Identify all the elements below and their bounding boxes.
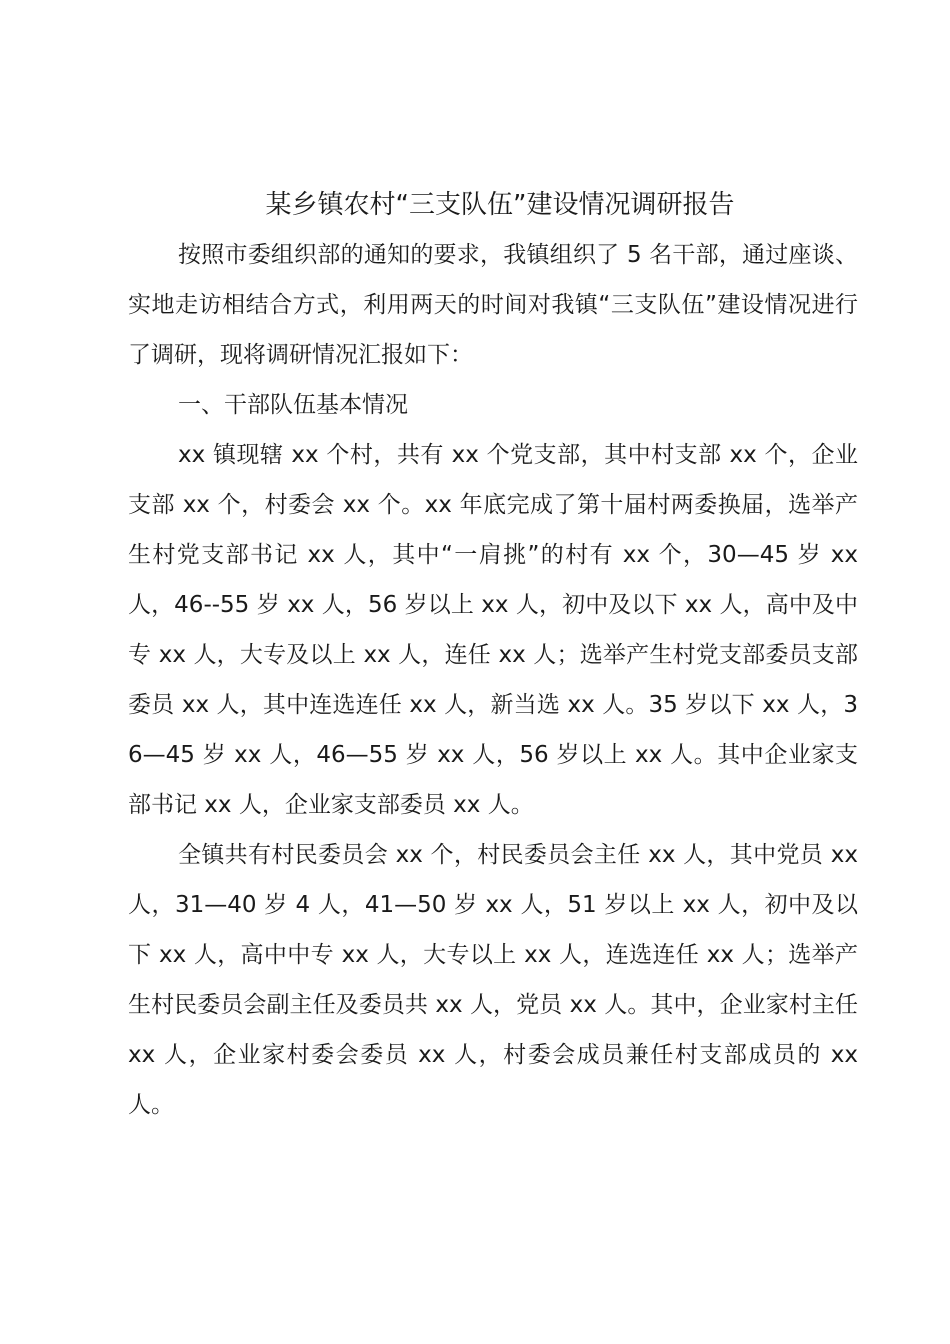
document-page	[128, 180, 858, 1130]
document-title: 某乡镇农村“三支队伍”建设情况调研报告	[265, 190, 735, 220]
body-paragraph-village-committee: 全镇共有村民委员会 xx 个，村民委员会主任 xx 人，其中党员 xx 人，31—40 岁 4 人，41—50 岁 xx 人，51 岁以上 xx 人，初中及以下 xx 人，高中中专 xx 人，大专以上 xx 人，连选连任 xx 人；选举产生村民委员会副主任及委员共 xx 人，党员 xx 人。其中，企业家村主任 xx 人，企业家村委会委员 xx 人，村委会成员兼任村支部成员的 xx 人。	[128, 842, 858, 1118]
section-heading: 一、干部队伍基本情况	[178, 392, 408, 418]
body-paragraph-party-branch: xx 镇现辖 xx 个村，共有 xx 个党支部，其中村支部 xx 个，企业支部 xx 个，村委会 xx 个。xx 年底完成了第十届村两委换届，选举产生村党支部书记 xx 人，其中“一肩挑”的村有 xx 个，30—45 岁 xx 人，46--55 岁 xx 人，56 岁以上 xx 人，初中及以下 xx 人，高中及中专 xx 人，大专及以上 xx 人，连任 xx 人；选举产生村党支部委员支部委员 xx 人，其中连选连任 xx 人，新当选 xx 人。35 岁以下 xx 人，36—45 岁 xx 人，46—55 岁 xx 人，56 岁以上 xx 人。其中企业家支部书记 xx 人，企业家支部委员 xx 人。	[128, 442, 858, 818]
intro-paragraph: 按照市委组织部的通知的要求，我镇组织了 5 名干部，通过座谈、实地走访相结合方式，利用两天的时间对我镇“三支队伍”建设情况进行了调研，现将调研情况汇报如下：	[128, 242, 858, 368]
